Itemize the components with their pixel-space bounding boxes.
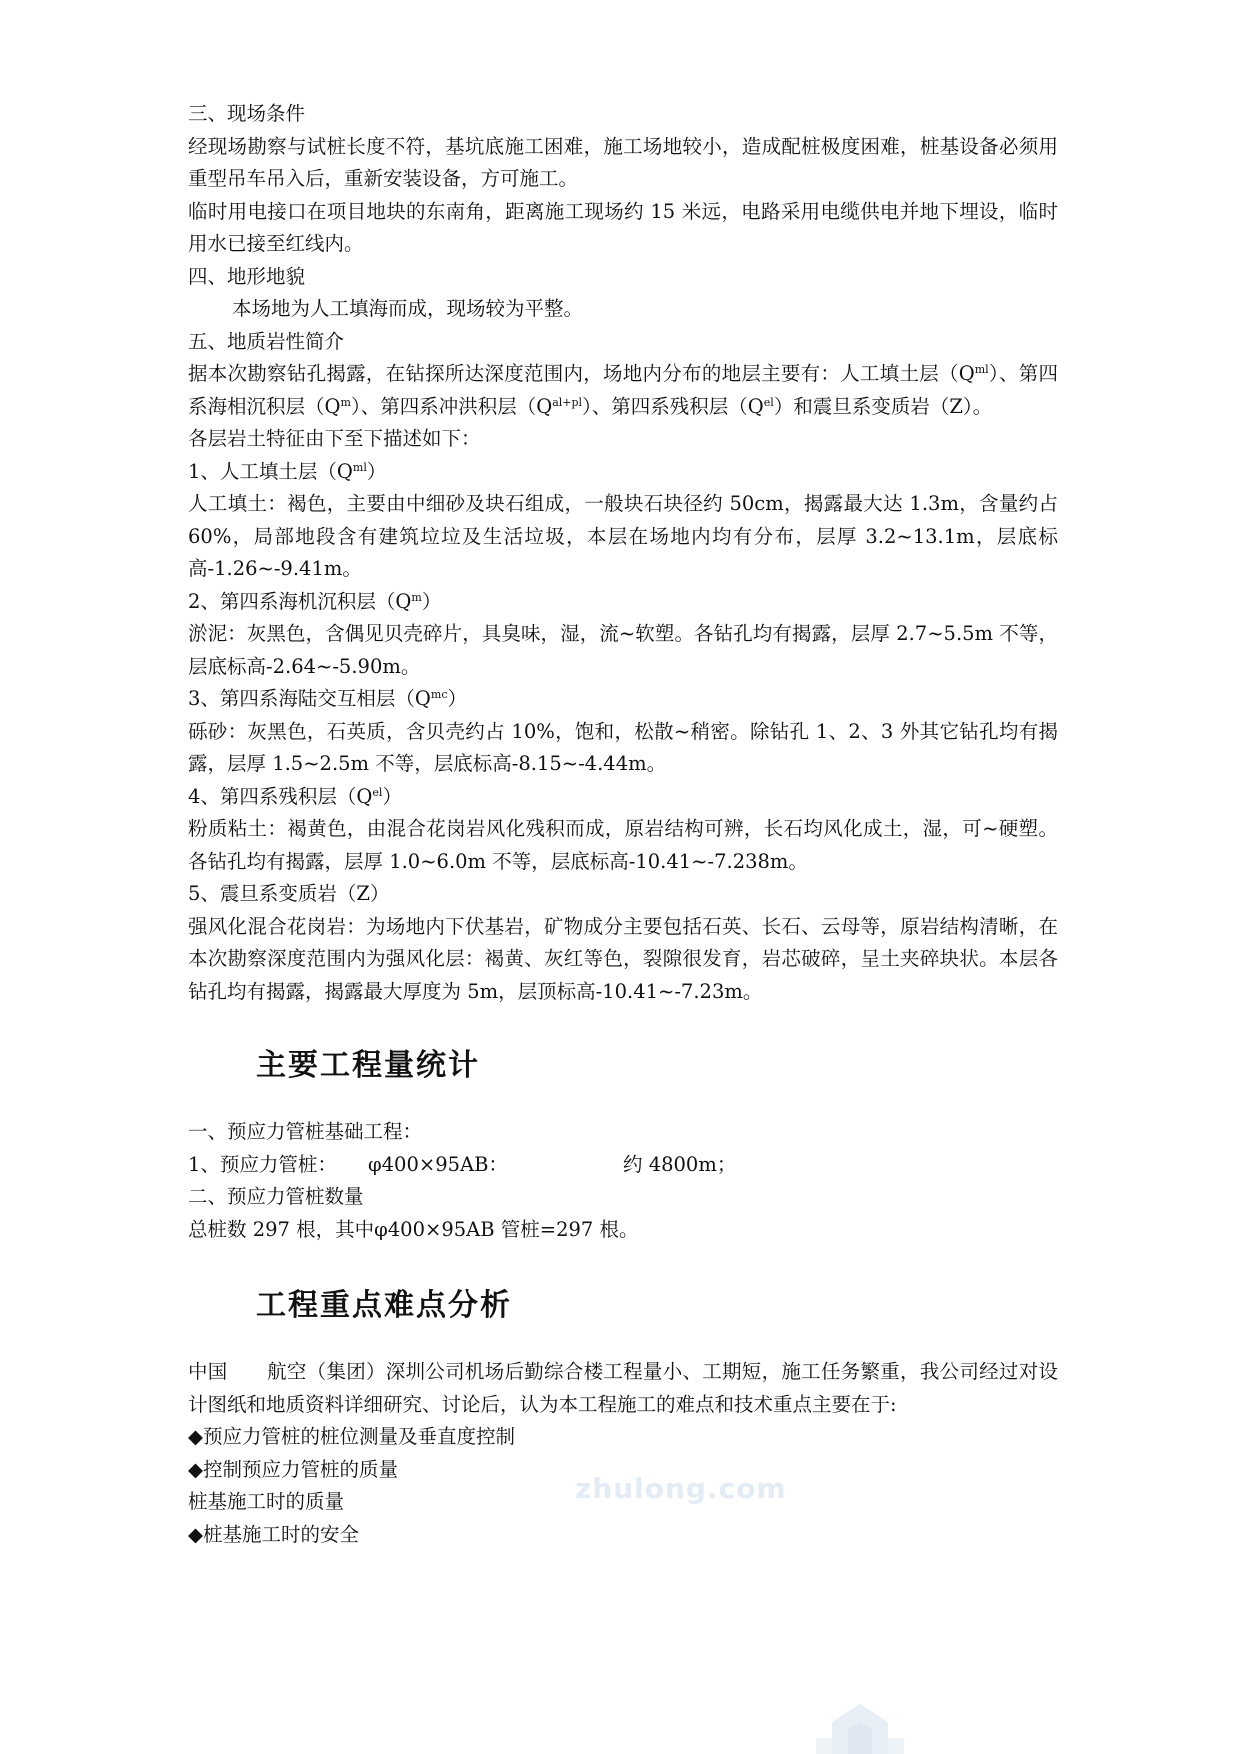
layer-description: 淤泥：灰黑色，含偶见贝壳碎片，具臭味，湿，流~软塑。各钻孔均有揭露，层厚 2.7~5.5m 不等，层底标高-2.64~-5.90m。 [188, 622, 1058, 678]
layer-title: 1、人工填土层$(Q^{ml})$ [188, 459, 387, 483]
layer-title: 3、第四系海陆交互相层$(Q^{mc})$ [188, 687, 468, 710]
layer-description: 砾砂：灰黑色，石英质，含贝壳约占 10%，饱和，松散~稍密。除钻孔 1、2、3 外其它钻孔均有揭露，层厚 1.5~2.5m 不等，层底标高-8.15~-4.44m。 [188, 719, 1058, 775]
paragraph: 总桩数 297 根，其中φ400×95AB 管桩=297 根。 [188, 1217, 639, 1241]
geology-intro-paragraph: 据本次勘察钻孔揭露，在钻探所达深度范围内，场地内分布的地层主要有：人工填土层$(Q^{ml})$、第四系海相沉积层$(Q^m)$、第四系冲洪积层$(Q^{al+pl})$、第四系残积层$(Q^{el})$和震旦系变质岩（Z）。 [188, 362, 1058, 418]
section-heading: 三、现场条件 [188, 102, 306, 125]
watermark-text: zhulong.com [575, 1472, 787, 1505]
paragraph: 各层岩土特征由下至下描述如下： [188, 427, 481, 450]
paragraph: 经现场勘察与试桩长度不符，基坑底施工困难，施工场地较小，造成配桩极度困难，桩基设备必须用重型吊车吊入后，重新安装设备，方可施工。 [188, 134, 1058, 190]
list-item: 桩基施工时的质量 [188, 1490, 345, 1513]
list-item: ◆桩基施工时的安全 [188, 1522, 359, 1546]
paragraph: 本场地为人工填海而成，现场较为平整。 [232, 297, 584, 320]
paragraph: 中国 航空（集团）深圳公司机场后勤综合楼工程量小、工期短，施工任务繁重，我公司经过对设计图纸和地质资料详细研究、讨论后，认为本工程施工的难点和技术重点主要在于: [188, 1360, 1058, 1416]
quantity-label: 1、预应力管桩： [188, 1152, 337, 1176]
layer-description: 人工填土：褐色，主要由中细砂及块石组成，一般块石块径约 50cm，揭露最大达 1.3m，含量约占 60%，局部地段含有建筑垃垃及生活垃圾，本层在场地内均有分布，层厚 3.2~13.1m，层底标高-1.26~-9.41m。 [188, 492, 1058, 580]
quantity-amount: 约 4800m； [623, 1152, 737, 1176]
paragraph: 临时用电接口在项目地块的东南角，距离施工现场约 15 米远，电路采用电缆供电并地下埋设，临时用水已接至红线内。 [188, 199, 1058, 255]
list-item: ◆控制预应力管桩的质量 [188, 1457, 398, 1481]
quantity-row [188, 1149, 1058, 1182]
document-body [188, 98, 1058, 1551]
difficulties-heading: 工程重点难点分析 [256, 1288, 512, 1323]
layer-title: 5、震旦系变质岩（Z） [188, 882, 390, 905]
layer-title: 4、第四系残积层$(Q^{el})$ [188, 784, 402, 808]
layer-title: 2、第四系海机沉积层$(Q^m)$ [188, 589, 442, 613]
paragraph: 一、预应力管桩基础工程： [188, 1120, 423, 1143]
layer-description: 强风化混合花岗岩：为场地内下伏基岩，矿物成分主要包括石英、长石、云母等，原岩结构清晰，在本次勘察深度范围内为强风化层：褐黄、灰红等色，裂隙很发育，岩芯破碎，呈土夹碎块状。本层各钻孔均有揭露，揭露最大厚度为 5m，层顶标高-10.41~-7.23m。 [188, 914, 1058, 1003]
list-item: ◆预应力管桩的桩位测量及垂直度控制 [188, 1425, 515, 1448]
section-heading: 四、地形地貌 [188, 264, 306, 288]
quantity-spec: φ400×95AB： [368, 1152, 508, 1176]
layer-description: 粉质粘土：褐黄色，由混合花岗岩风化残积而成，原岩结构可辨，长石均风化成土，湿，可~硬塑。各钻孔均有揭露，层厚 1.0~6.0m 不等，层底标高-10.41~-7.238m。 [188, 817, 1058, 873]
section-heading: 五、地质岩性简介 [188, 329, 345, 353]
quantities-heading: 主要工程量统计 [256, 1048, 480, 1083]
paragraph: 二、预应力管桩数量 [188, 1185, 364, 1208]
building-logo-icon [812, 1700, 908, 1754]
